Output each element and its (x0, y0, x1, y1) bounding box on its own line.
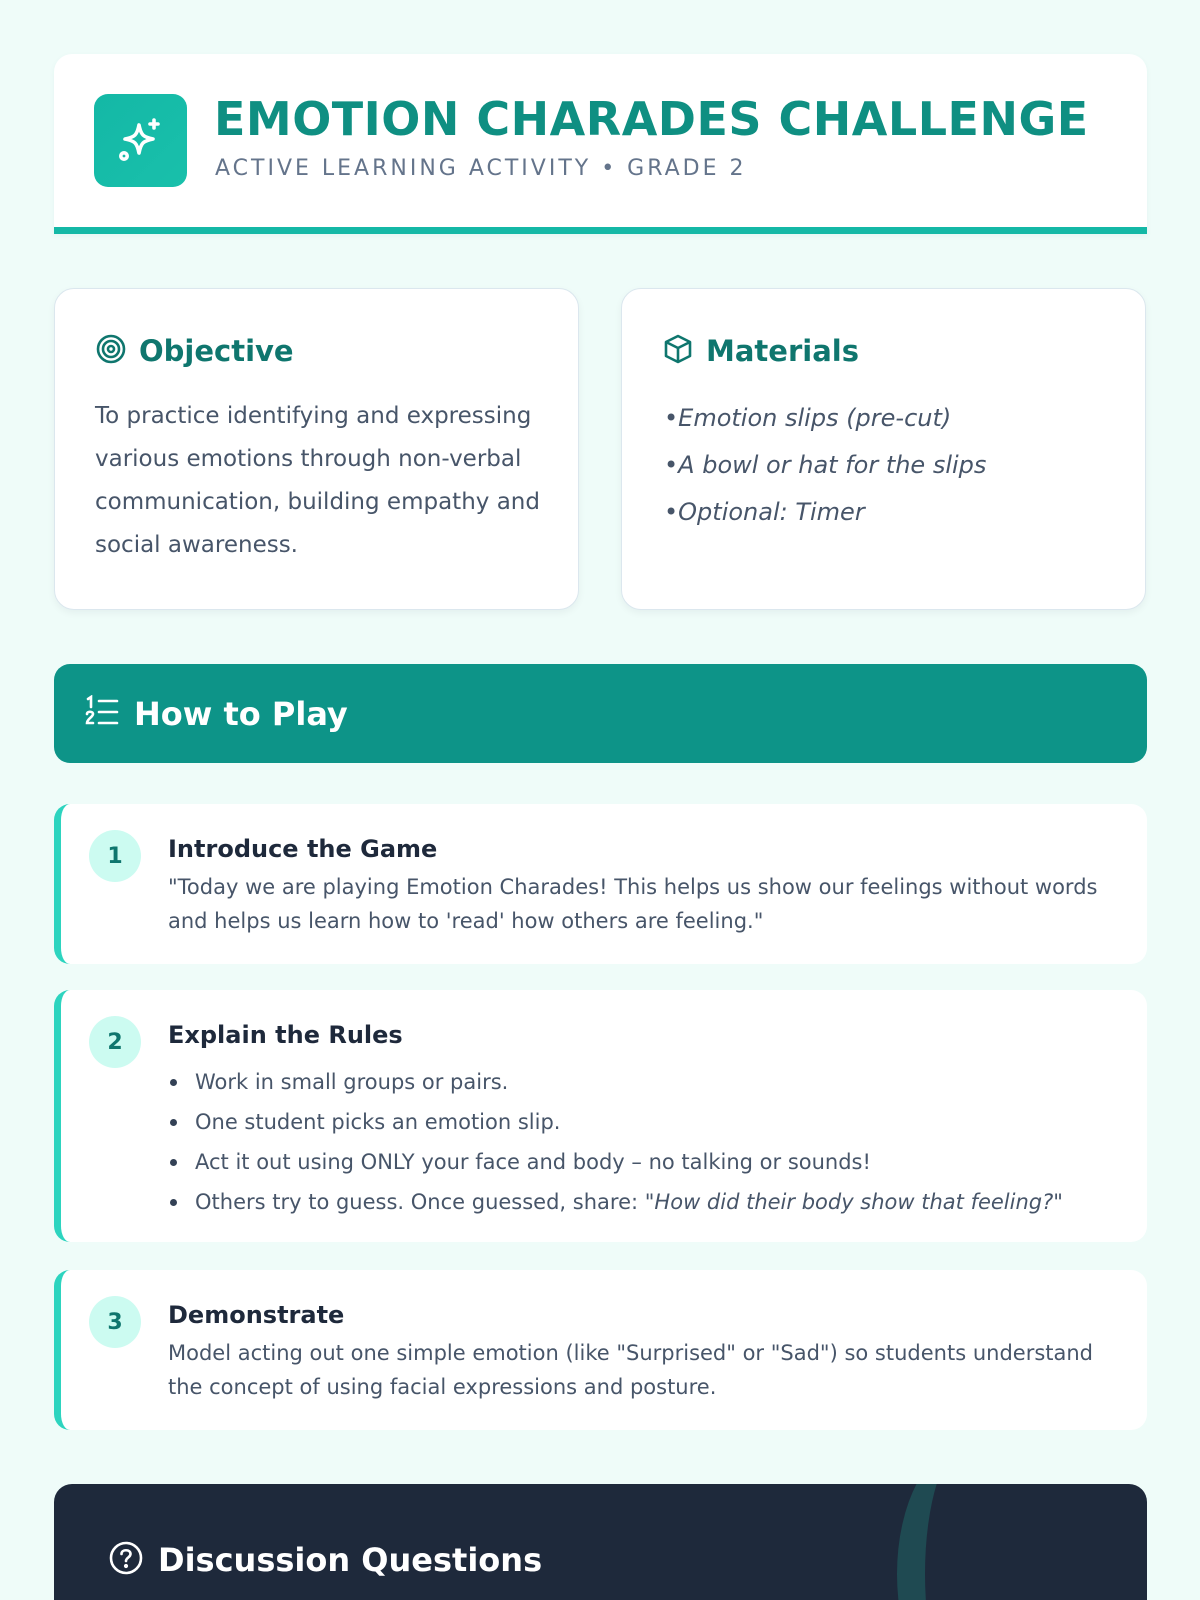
activity-page (54, 54, 1147, 1579)
target-icon (95, 333, 127, 369)
how-to-play-banner (54, 664, 1147, 763)
page-header (54, 54, 1147, 234)
list-item: • Optional: Timer (664, 489, 986, 536)
objective-text: To practice identifying and expressing various emotions through non-verbal communication, building empathy and social awareness. (95, 403, 540, 558)
discussion-panel (54, 1484, 1147, 1600)
how-to-play-title: How to Play (134, 694, 348, 733)
step-card (54, 990, 1147, 1242)
page-subtitle: ACTIVE LEARNING ACTIVITY • GRADE 2 (215, 156, 747, 181)
step-card (54, 1270, 1147, 1430)
materials-list (664, 395, 986, 536)
step-card (54, 804, 1147, 964)
list-item: • A bowl or hat for the slips (664, 442, 986, 489)
numbered-list-icon (84, 695, 120, 733)
box-icon (662, 333, 694, 369)
list-item: • Emotion slips (pre-cut) (664, 395, 986, 442)
rule-text: Others try to guess. Once guessed, share: (195, 1190, 639, 1214)
materials-title: Materials (706, 334, 859, 368)
page-title: EMOTION CHARADES CHALLENGE (214, 92, 1089, 146)
sparkles-icon (94, 94, 187, 187)
objective-heading (95, 333, 294, 369)
step-number: 3 (89, 1296, 141, 1348)
rule-quote: "How did their body show that feeling?" (644, 1190, 1063, 1214)
list-item: Work in small groups or pairs. (168, 1062, 1063, 1102)
info-cards (54, 288, 1147, 610)
objective-card (54, 288, 579, 610)
list-item: One student picks an emotion slip. (168, 1102, 1063, 1142)
question-circle-icon (108, 1540, 144, 1580)
step-number: 1 (89, 830, 141, 882)
discussion-heading (108, 1540, 542, 1580)
step-text: Model acting out one simple emotion (like "Surprised" or "Sad") so students understand the concept of using facial expressions and posture. (168, 1341, 1094, 1399)
discussion-title: Discussion Questions (158, 1541, 543, 1579)
step-title: Introduce the Game (168, 835, 438, 863)
list-item: Act it out using ONLY your face and body – no talking or sounds! (168, 1142, 1063, 1182)
decorative-arc (897, 1484, 1037, 1600)
step-title: Demonstrate (168, 1301, 345, 1329)
objective-title: Objective (139, 334, 294, 368)
list-item (168, 1182, 1063, 1222)
step-number: 2 (89, 1016, 141, 1068)
materials-heading (662, 333, 859, 369)
step-text: "Today we are playing Emotion Charades! This helps us show our feelings without words and helps us learn how to 'read' how others are feeling." (168, 875, 1098, 933)
rules-list (168, 1062, 1063, 1222)
materials-card (621, 288, 1146, 610)
step-title: Explain the Rules (168, 1021, 403, 1049)
